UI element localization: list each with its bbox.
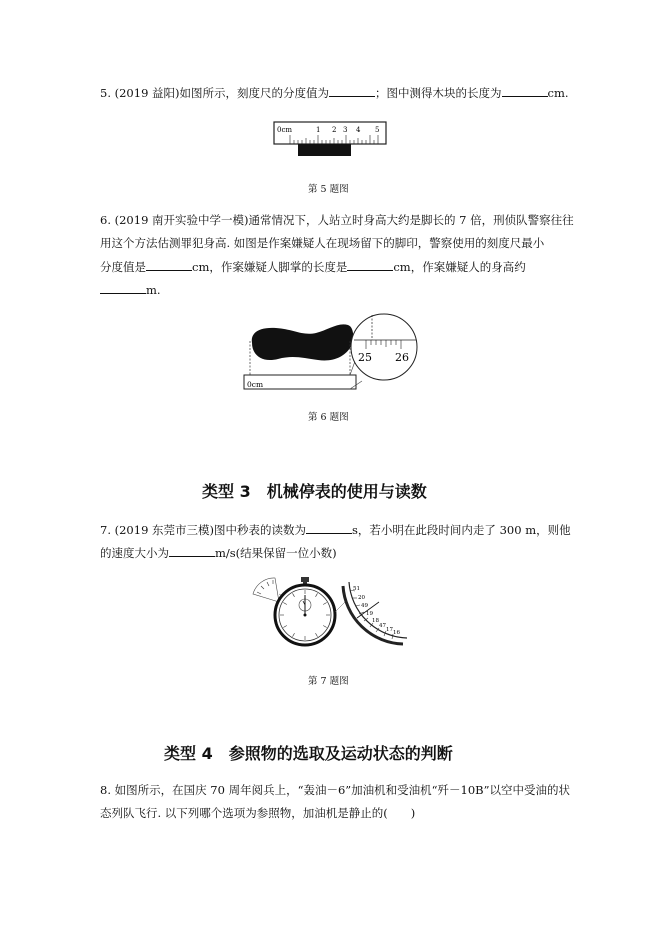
q6-blank-2[interactable] (347, 259, 393, 271)
small-dial-zoom (253, 578, 279, 602)
ruler-label-1: 1 (316, 126, 321, 134)
ruler-label-0: 0cm (277, 126, 293, 134)
zoom-label-26: 26 (395, 351, 409, 364)
q6-blank-3[interactable] (100, 282, 146, 294)
q7-line-1: 7. (2019 东莞市三模)图中秒表的读数为 s，若小明在此段时间内走了 300 m，则他 (100, 523, 571, 537)
footprint-shape (252, 324, 353, 360)
ruler-zero-label: 0cm (247, 380, 264, 389)
q6-line-1: 6. (2019 南开实验中学一模)通常情况下，人站立时身高大约是脚长的 7 倍，刑侦队警察往往 (100, 213, 574, 227)
dial-label-51: 51 (353, 586, 360, 592)
dial-label-19: 19 (366, 611, 373, 617)
q6-line-3: 分度值是 cm，作案嫌疑人脚掌的长度是 cm，作案嫌疑人的身高约 (100, 260, 526, 274)
q5-caption: 第 5 题图 (308, 184, 349, 195)
q6-footprint-figure (238, 303, 424, 393)
q5-ruler-figure (272, 118, 390, 162)
dial-label-16: 16 (393, 630, 400, 636)
q7-caption: 第 7 题图 (308, 676, 349, 687)
q7-blank-1[interactable] (306, 522, 352, 534)
q7-blank-2[interactable] (169, 545, 215, 557)
wood-block (298, 144, 351, 156)
q8-line-2: 态列队飞行. 以下列哪个选项为参照物，加油机是静止的( ) (100, 806, 416, 820)
q5-blank-1[interactable] (329, 85, 375, 97)
q7-stopwatch-figure (245, 572, 411, 648)
q6-line-2: 用这个方法估测罪犯身高. 如图是作案嫌疑人在现场留下的脚印，警察使用的刻度尺最小 (100, 236, 545, 250)
ruler-label-2: 2 (332, 126, 337, 134)
zoom-label-25: 25 (358, 351, 372, 364)
magnifier-circle (351, 314, 417, 380)
q5-text: 5. (2019 益阳)如图所示，刻度尺的分度值为 ；图中测得木块的长度为 cm. (100, 86, 569, 100)
section-4-title: 类型 4 参照物的选取及运动状态的判断 (164, 744, 453, 763)
dial-label-17: 17 (386, 627, 393, 633)
q7-line-2: 的速度大小为 m/s(结果保留一位小数) (100, 546, 337, 560)
ruler-label-3: 3 (343, 126, 348, 134)
section-3-title: 类型 3 机械停表的使用与读数 (202, 482, 427, 501)
dial-label-47: 47 (379, 623, 386, 629)
q6-line-4: m. (100, 282, 161, 297)
dial-label-20: 20 (358, 595, 365, 601)
q6-blank-1[interactable] (146, 259, 192, 271)
dial-label-18: 18 (372, 618, 379, 624)
dial-label-49: 49 (361, 603, 368, 609)
ruler-label-4: 4 (356, 126, 361, 134)
q5-blank-2[interactable] (502, 85, 548, 97)
q8-line-1: 8. 如图所示，在国庆 70 周年阅兵上，“轰油－6”加油机和受油机“歼－10B”以空中受油的状 (100, 783, 570, 797)
crown-button (301, 577, 309, 582)
q6-caption: 第 6 题图 (308, 412, 349, 423)
ruler-label-5: 5 (375, 126, 380, 134)
